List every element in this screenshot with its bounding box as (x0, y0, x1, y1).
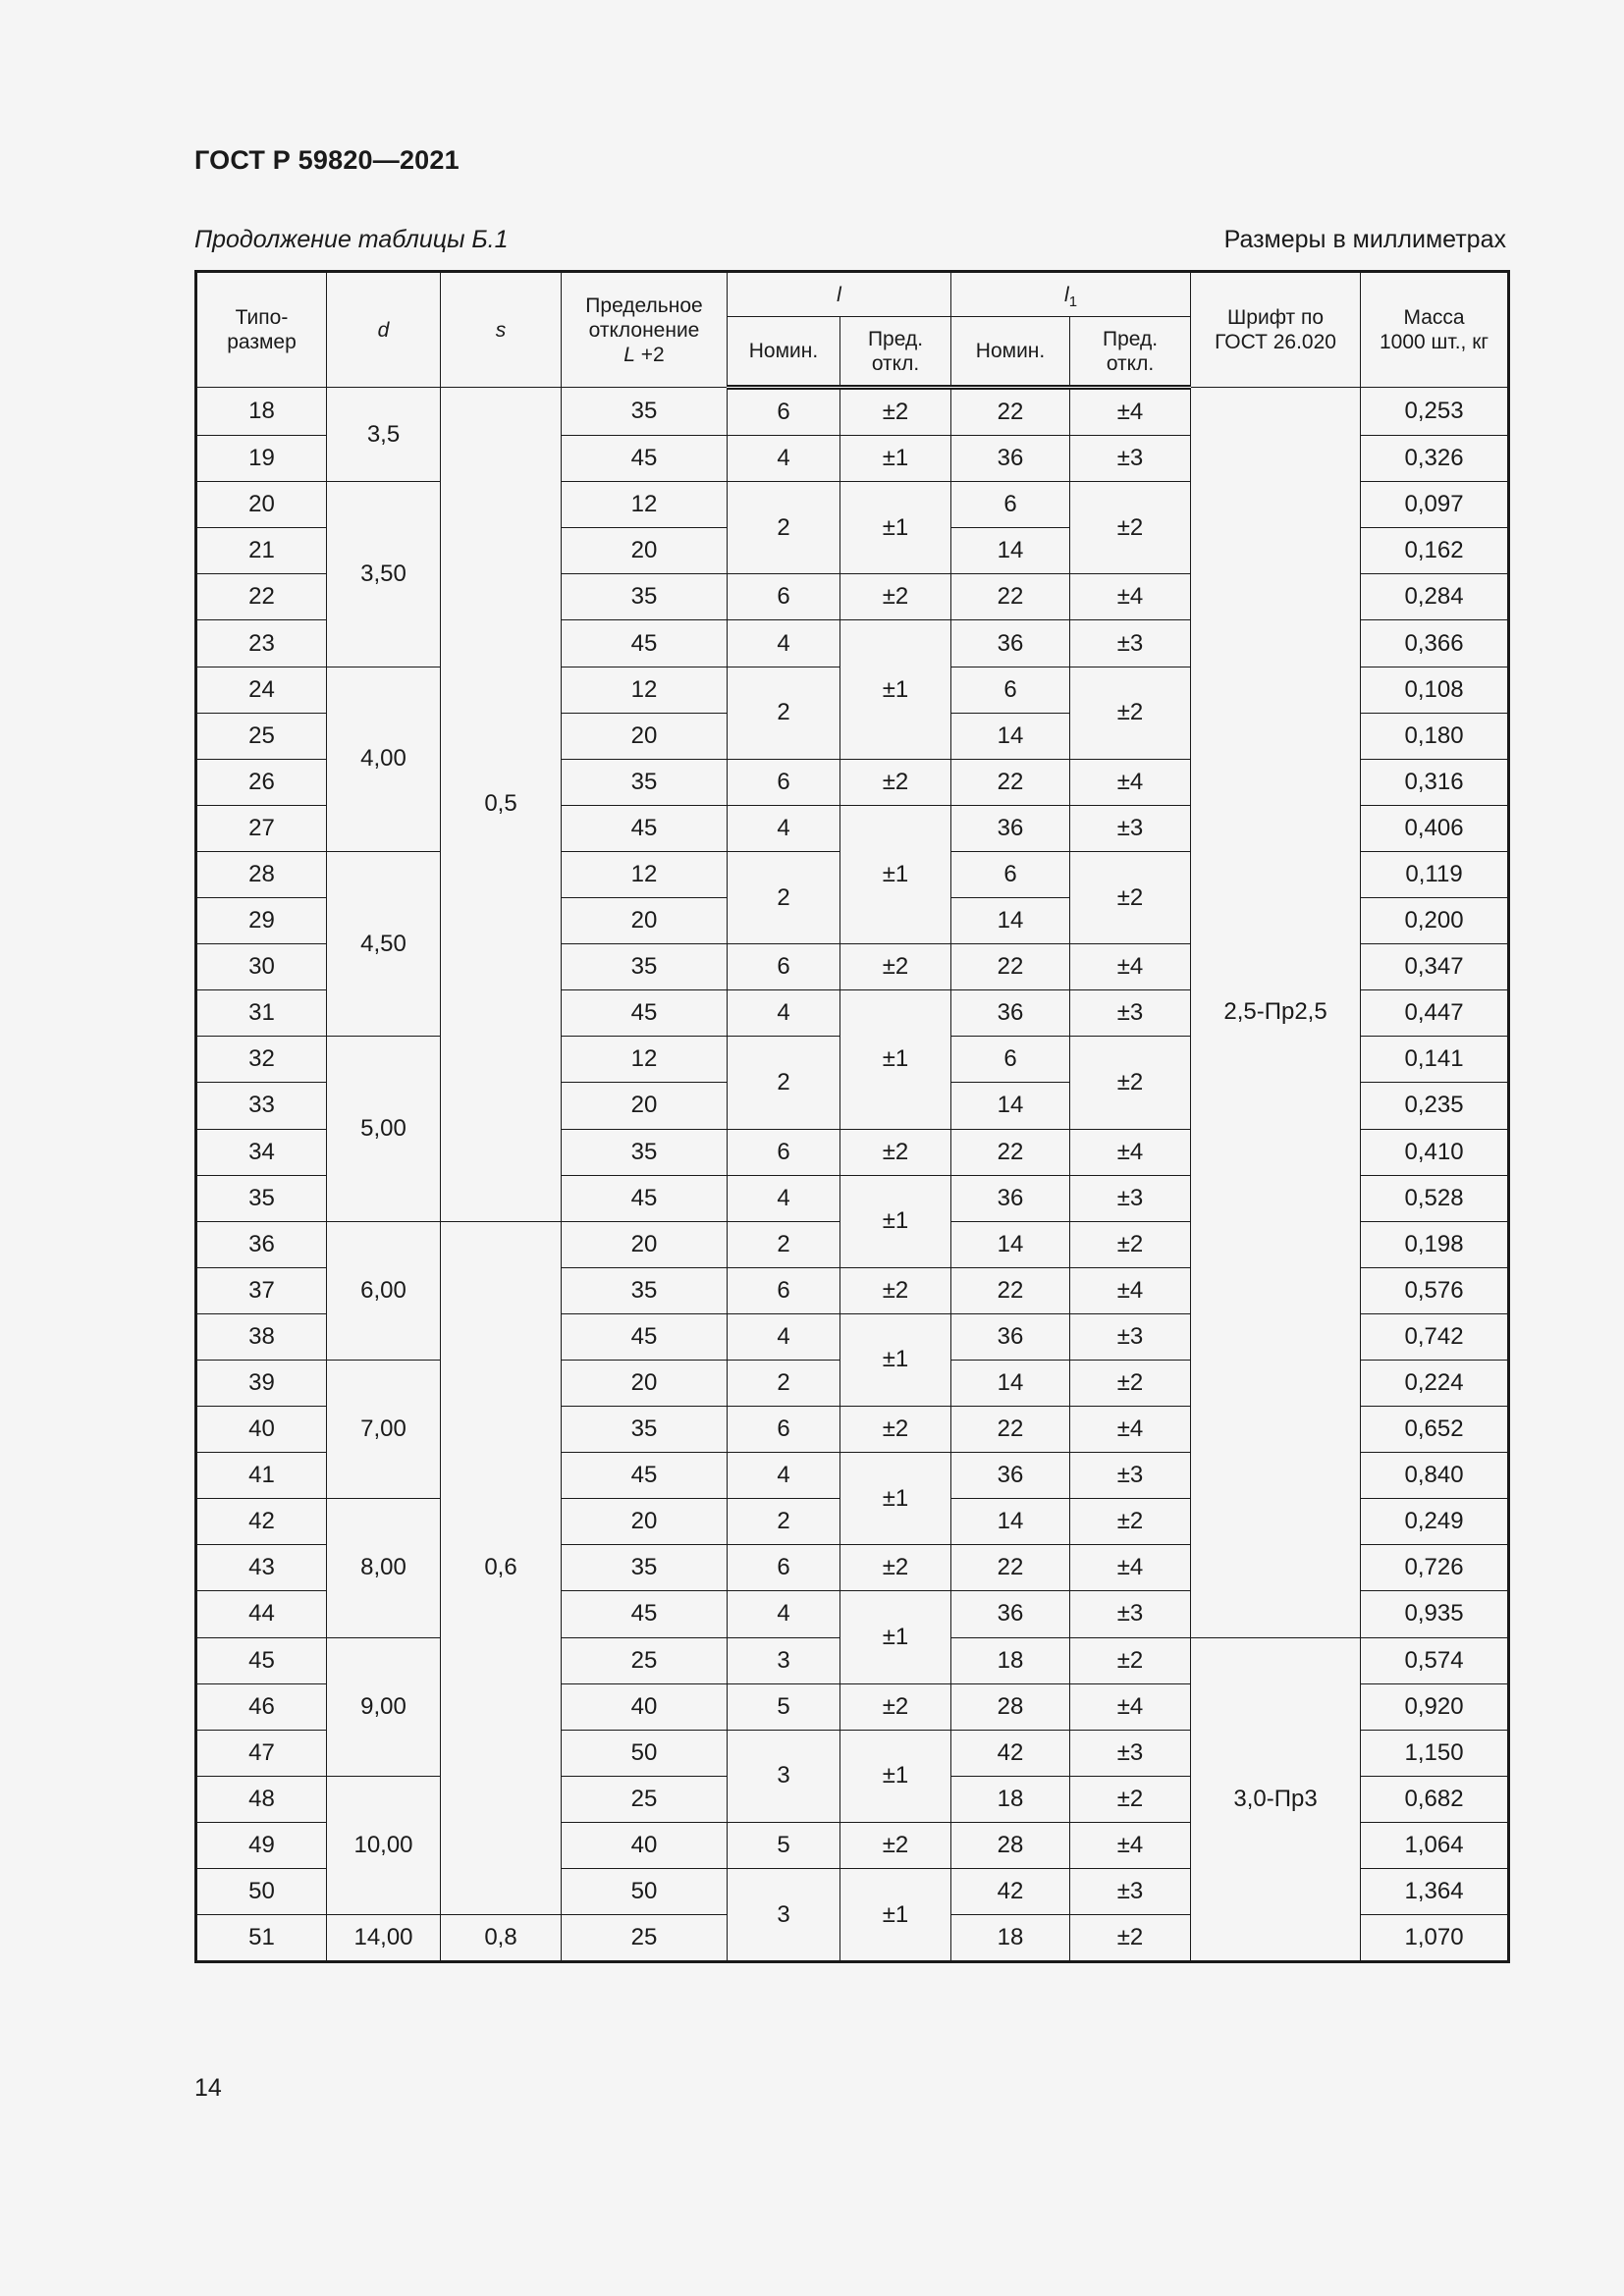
cell-type: 33 (196, 1083, 327, 1129)
cell-l-nom: 6 (728, 388, 840, 436)
cell-l-nom: 5 (728, 1683, 840, 1730)
cell-mass: 0,097 (1361, 482, 1509, 528)
cell-type: 34 (196, 1129, 327, 1175)
cell-l-dev: ±1 (840, 1313, 951, 1406)
cell-font: 2,5-Пр2,5 (1191, 388, 1361, 1638)
cell-mass: 0,447 (1361, 990, 1509, 1037)
cell-l-dev: ±2 (840, 388, 951, 436)
cell-type: 35 (196, 1175, 327, 1221)
cell-l-nom: 5 (728, 1822, 840, 1868)
cell-l-nom: 4 (728, 1591, 840, 1637)
cell-l1-nom: 42 (951, 1869, 1070, 1915)
cell-l-nom: 4 (728, 436, 840, 482)
cell-type: 48 (196, 1776, 327, 1822)
cell-l1-dev: ±3 (1070, 1313, 1191, 1360)
cell-d: 10,00 (327, 1776, 441, 1914)
table-caption: Продолжение таблицы Б.1 (194, 226, 509, 253)
cell-l1-nom: 6 (951, 851, 1070, 897)
cell-l-nom: 3 (728, 1869, 840, 1962)
cell-type: 50 (196, 1869, 327, 1915)
cell-l1-dev: ±2 (1070, 851, 1191, 943)
cell-type: 44 (196, 1591, 327, 1637)
cell-l1-dev: ±4 (1070, 574, 1191, 620)
cell-l1-dev: ±3 (1070, 1730, 1191, 1776)
cell-l-dev: ±1 (840, 436, 951, 482)
cell-mass: 0,253 (1361, 388, 1509, 436)
cell-l1-dev: ±3 (1070, 436, 1191, 482)
cell-l1-dev: ±2 (1070, 1915, 1191, 1962)
cell-mass: 0,180 (1361, 713, 1509, 759)
cell-l1-nom: 18 (951, 1637, 1070, 1683)
cell-mass: 0,652 (1361, 1407, 1509, 1453)
cell-l-nom: 4 (728, 1313, 840, 1360)
cell-l-nom: 4 (728, 805, 840, 851)
cell-l-dev: ±1 (840, 1730, 951, 1822)
cell-L: 45 (562, 990, 728, 1037)
cell-type: 41 (196, 1453, 327, 1499)
cell-mass: 0,200 (1361, 898, 1509, 944)
cell-l-nom: 6 (728, 574, 840, 620)
cell-l1-dev: ±2 (1070, 482, 1191, 574)
cell-l-nom: 4 (728, 1175, 840, 1221)
header-l1: $l_1$ (951, 272, 1191, 317)
cell-l1-nom: 14 (951, 1499, 1070, 1545)
cell-L: 12 (562, 667, 728, 713)
spec-table (194, 270, 1510, 1963)
cell-l-nom: 4 (728, 990, 840, 1037)
cell-L: 35 (562, 1407, 728, 1453)
cell-l1-nom: 18 (951, 1915, 1070, 1962)
cell-L: 45 (562, 805, 728, 851)
cell-l1-nom: 36 (951, 620, 1070, 667)
cell-l-nom: 3 (728, 1730, 840, 1822)
cell-mass: 0,162 (1361, 528, 1509, 574)
cell-mass: 0,406 (1361, 805, 1509, 851)
document-title: ГОСТ Р 59820—2021 (194, 145, 460, 175)
header-d: d (327, 272, 441, 388)
cell-d: 3,50 (327, 482, 441, 667)
header-l1-deviation: Пред. откл. (1070, 317, 1191, 388)
cell-l1-dev: ±3 (1070, 805, 1191, 851)
cell-l-dev: ±1 (840, 990, 951, 1129)
cell-l1-nom: 14 (951, 713, 1070, 759)
cell-mass: 0,141 (1361, 1037, 1509, 1083)
cell-type: 20 (196, 482, 327, 528)
cell-d: 3,5 (327, 388, 441, 482)
header-l-nominal: Номин. (728, 317, 840, 388)
cell-l-dev: ±2 (840, 944, 951, 990)
cell-type: 24 (196, 667, 327, 713)
cell-l-dev: ±1 (840, 1453, 951, 1545)
cell-l1-dev: ±4 (1070, 1822, 1191, 1868)
cell-L: 45 (562, 620, 728, 667)
cell-l-nom: 6 (728, 944, 840, 990)
cell-mass: 0,224 (1361, 1360, 1509, 1406)
cell-type: 25 (196, 713, 327, 759)
cell-s: 0,5 (441, 388, 562, 1222)
cell-type: 26 (196, 759, 327, 805)
table-row (196, 388, 1509, 436)
cell-L: 45 (562, 1175, 728, 1221)
cell-type: 38 (196, 1313, 327, 1360)
header-l1-nominal: Номин. (951, 317, 1070, 388)
cell-L: 50 (562, 1869, 728, 1915)
cell-type: 39 (196, 1360, 327, 1406)
cell-l1-dev: ±2 (1070, 1221, 1191, 1267)
cell-mass: 0,840 (1361, 1453, 1509, 1499)
cell-l-nom: 6 (728, 1129, 840, 1175)
cell-l1-nom: 6 (951, 667, 1070, 713)
cell-L: 45 (562, 1453, 728, 1499)
cell-type: 32 (196, 1037, 327, 1083)
cell-l1-dev: ±2 (1070, 1776, 1191, 1822)
cell-l1-dev: ±4 (1070, 388, 1191, 436)
cell-mass: 0,742 (1361, 1313, 1509, 1360)
cell-l-nom: 2 (728, 667, 840, 759)
header-font: Шрифт по ГОСТ 26.020 (1191, 272, 1361, 388)
cell-type: 47 (196, 1730, 327, 1776)
cell-l-dev: ±2 (840, 574, 951, 620)
cell-l-nom: 2 (728, 1360, 840, 1406)
cell-type: 27 (196, 805, 327, 851)
header-type: Типо- размер (196, 272, 327, 388)
cell-mass: 0,528 (1361, 1175, 1509, 1221)
cell-l1-dev: ±3 (1070, 1591, 1191, 1637)
cell-mass: 1,064 (1361, 1822, 1509, 1868)
cell-s: 0,6 (441, 1221, 562, 1914)
cell-l1-nom: 22 (951, 944, 1070, 990)
cell-mass: 1,070 (1361, 1915, 1509, 1962)
cell-mass: 0,410 (1361, 1129, 1509, 1175)
cell-l-nom: 2 (728, 851, 840, 943)
header-l-deviation: Пред. откл. (840, 317, 951, 388)
cell-l-dev: ±2 (840, 1683, 951, 1730)
cell-l1-nom: 36 (951, 1175, 1070, 1221)
cell-mass: 0,574 (1361, 1637, 1509, 1683)
header-deviation: Предельное отклонение L +2 (562, 272, 728, 388)
cell-L: 25 (562, 1637, 728, 1683)
cell-l-nom: 6 (728, 1545, 840, 1591)
cell-d: 6,00 (327, 1221, 441, 1360)
cell-s: 0,8 (441, 1915, 562, 1962)
cell-L: 12 (562, 851, 728, 897)
cell-d: 4,50 (327, 851, 441, 1036)
cell-l1-nom: 18 (951, 1776, 1070, 1822)
cell-l1-dev: ±4 (1070, 1267, 1191, 1313)
header-s: s (441, 272, 562, 388)
cell-L: 20 (562, 713, 728, 759)
cell-l1-nom: 28 (951, 1683, 1070, 1730)
cell-type: 30 (196, 944, 327, 990)
cell-l-dev: ±1 (840, 1869, 951, 1962)
cell-l-dev: ±1 (840, 482, 951, 574)
cell-l1-nom: 22 (951, 1407, 1070, 1453)
cell-L: 25 (562, 1915, 728, 1962)
cell-type: 36 (196, 1221, 327, 1267)
cell-mass: 1,150 (1361, 1730, 1509, 1776)
cell-l1-dev: ±2 (1070, 1499, 1191, 1545)
cell-mass: 0,198 (1361, 1221, 1509, 1267)
cell-type: 19 (196, 436, 327, 482)
cell-l1-nom: 14 (951, 1360, 1070, 1406)
cell-l1-nom: 36 (951, 1313, 1070, 1360)
cell-L: 20 (562, 898, 728, 944)
cell-l1-nom: 22 (951, 759, 1070, 805)
cell-type: 23 (196, 620, 327, 667)
cell-L: 35 (562, 759, 728, 805)
cell-mass: 0,108 (1361, 667, 1509, 713)
cell-type: 22 (196, 574, 327, 620)
cell-l-nom: 2 (728, 482, 840, 574)
cell-type: 51 (196, 1915, 327, 1962)
cell-L: 12 (562, 1037, 728, 1083)
cell-l1-nom: 14 (951, 898, 1070, 944)
cell-l-dev: ±1 (840, 620, 951, 759)
cell-l1-nom: 28 (951, 1822, 1070, 1868)
cell-l1-nom: 6 (951, 1037, 1070, 1083)
header-l: l (728, 272, 951, 317)
cell-d: 7,00 (327, 1360, 441, 1498)
page-number: 14 (194, 2074, 222, 2102)
cell-mass: 0,726 (1361, 1545, 1509, 1591)
cell-type: 49 (196, 1822, 327, 1868)
cell-l1-dev: ±2 (1070, 667, 1191, 759)
cell-L: 20 (562, 1083, 728, 1129)
cell-type: 31 (196, 990, 327, 1037)
cell-l1-nom: 22 (951, 388, 1070, 436)
cell-L: 12 (562, 482, 728, 528)
cell-l1-dev: ±4 (1070, 759, 1191, 805)
cell-l1-dev: ±4 (1070, 1407, 1191, 1453)
cell-l1-nom: 36 (951, 990, 1070, 1037)
cell-l-nom: 4 (728, 1453, 840, 1499)
cell-L: 35 (562, 944, 728, 990)
cell-l1-dev: ±3 (1070, 1869, 1191, 1915)
cell-mass: 0,682 (1361, 1776, 1509, 1822)
table-body (196, 388, 1509, 1962)
cell-l1-dev: ±2 (1070, 1037, 1191, 1129)
cell-l-dev: ±2 (840, 1129, 951, 1175)
cell-l1-nom: 36 (951, 805, 1070, 851)
cell-type: 21 (196, 528, 327, 574)
cell-L: 35 (562, 1129, 728, 1175)
cell-mass: 0,316 (1361, 759, 1509, 805)
cell-mass: 0,284 (1361, 574, 1509, 620)
cell-l1-dev: ±2 (1070, 1637, 1191, 1683)
cell-L: 40 (562, 1683, 728, 1730)
cell-mass: 1,364 (1361, 1869, 1509, 1915)
cell-type: 40 (196, 1407, 327, 1453)
cell-l-dev: ±2 (840, 1267, 951, 1313)
cell-L: 20 (562, 1499, 728, 1545)
cell-type: 29 (196, 898, 327, 944)
cell-L: 20 (562, 1221, 728, 1267)
cell-l1-nom: 36 (951, 1591, 1070, 1637)
cell-l1-nom: 22 (951, 1129, 1070, 1175)
cell-mass: 0,347 (1361, 944, 1509, 990)
cell-mass: 0,576 (1361, 1267, 1509, 1313)
cell-type: 46 (196, 1683, 327, 1730)
cell-L: 50 (562, 1730, 728, 1776)
cell-mass: 0,119 (1361, 851, 1509, 897)
cell-type: 37 (196, 1267, 327, 1313)
cell-d: 9,00 (327, 1637, 441, 1776)
cell-L: 40 (562, 1822, 728, 1868)
cell-l-nom: 2 (728, 1221, 840, 1267)
cell-d: 4,00 (327, 667, 441, 851)
cell-L: 35 (562, 574, 728, 620)
cell-l1-nom: 36 (951, 436, 1070, 482)
cell-type: 18 (196, 388, 327, 436)
header-mass: Масса 1000 шт., кг (1361, 272, 1509, 388)
cell-type: 28 (196, 851, 327, 897)
cell-L: 20 (562, 528, 728, 574)
cell-l1-nom: 6 (951, 482, 1070, 528)
cell-d: 8,00 (327, 1499, 441, 1637)
cell-l-nom: 2 (728, 1037, 840, 1129)
cell-l-dev: ±1 (840, 805, 951, 943)
cell-l1-dev: ±3 (1070, 990, 1191, 1037)
cell-l1-dev: ±4 (1070, 1545, 1191, 1591)
cell-mass: 0,920 (1361, 1683, 1509, 1730)
cell-l1-dev: ±2 (1070, 1360, 1191, 1406)
cell-L: 45 (562, 1591, 728, 1637)
units-note: Размеры в миллиметрах (1223, 226, 1506, 253)
cell-type: 45 (196, 1637, 327, 1683)
cell-l1-nom: 14 (951, 1221, 1070, 1267)
cell-mass: 0,326 (1361, 436, 1509, 482)
cell-font: 3,0-Пр3 (1191, 1637, 1361, 1962)
cell-l1-dev: ±4 (1070, 1129, 1191, 1175)
cell-l1-dev: ±3 (1070, 620, 1191, 667)
cell-L: 25 (562, 1776, 728, 1822)
cell-mass: 0,935 (1361, 1591, 1509, 1637)
cell-l-dev: ±2 (840, 1822, 951, 1868)
cell-l1-dev: ±4 (1070, 944, 1191, 990)
cell-mass: 0,366 (1361, 620, 1509, 667)
cell-d: 5,00 (327, 1037, 441, 1221)
cell-l1-nom: 22 (951, 1545, 1070, 1591)
cell-d: 14,00 (327, 1915, 441, 1962)
cell-mass: 0,249 (1361, 1499, 1509, 1545)
cell-l-dev: ±2 (840, 1545, 951, 1591)
cell-l1-nom: 22 (951, 1267, 1070, 1313)
cell-type: 43 (196, 1545, 327, 1591)
cell-l-nom: 3 (728, 1637, 840, 1683)
cell-L: 20 (562, 1360, 728, 1406)
cell-L: 45 (562, 1313, 728, 1360)
cell-l-nom: 6 (728, 759, 840, 805)
cell-type: 42 (196, 1499, 327, 1545)
cell-l1-dev: ±4 (1070, 1683, 1191, 1730)
cell-l1-nom: 42 (951, 1730, 1070, 1776)
cell-l1-dev: ±3 (1070, 1453, 1191, 1499)
cell-l1-nom: 22 (951, 574, 1070, 620)
cell-mass: 0,235 (1361, 1083, 1509, 1129)
cell-l-nom: 4 (728, 620, 840, 667)
cell-L: 35 (562, 388, 728, 436)
cell-l-nom: 2 (728, 1499, 840, 1545)
cell-l1-nom: 14 (951, 528, 1070, 574)
cell-l1-nom: 36 (951, 1453, 1070, 1499)
cell-l-dev: ±1 (840, 1175, 951, 1267)
cell-l-dev: ±1 (840, 1591, 951, 1683)
cell-L: 35 (562, 1545, 728, 1591)
cell-l-nom: 6 (728, 1267, 840, 1313)
cell-l1-dev: ±3 (1070, 1175, 1191, 1221)
cell-L: 35 (562, 1267, 728, 1313)
cell-l1-nom: 14 (951, 1083, 1070, 1129)
cell-l-dev: ±2 (840, 759, 951, 805)
cell-l-dev: ±2 (840, 1407, 951, 1453)
cell-L: 45 (562, 436, 728, 482)
cell-l-nom: 6 (728, 1407, 840, 1453)
